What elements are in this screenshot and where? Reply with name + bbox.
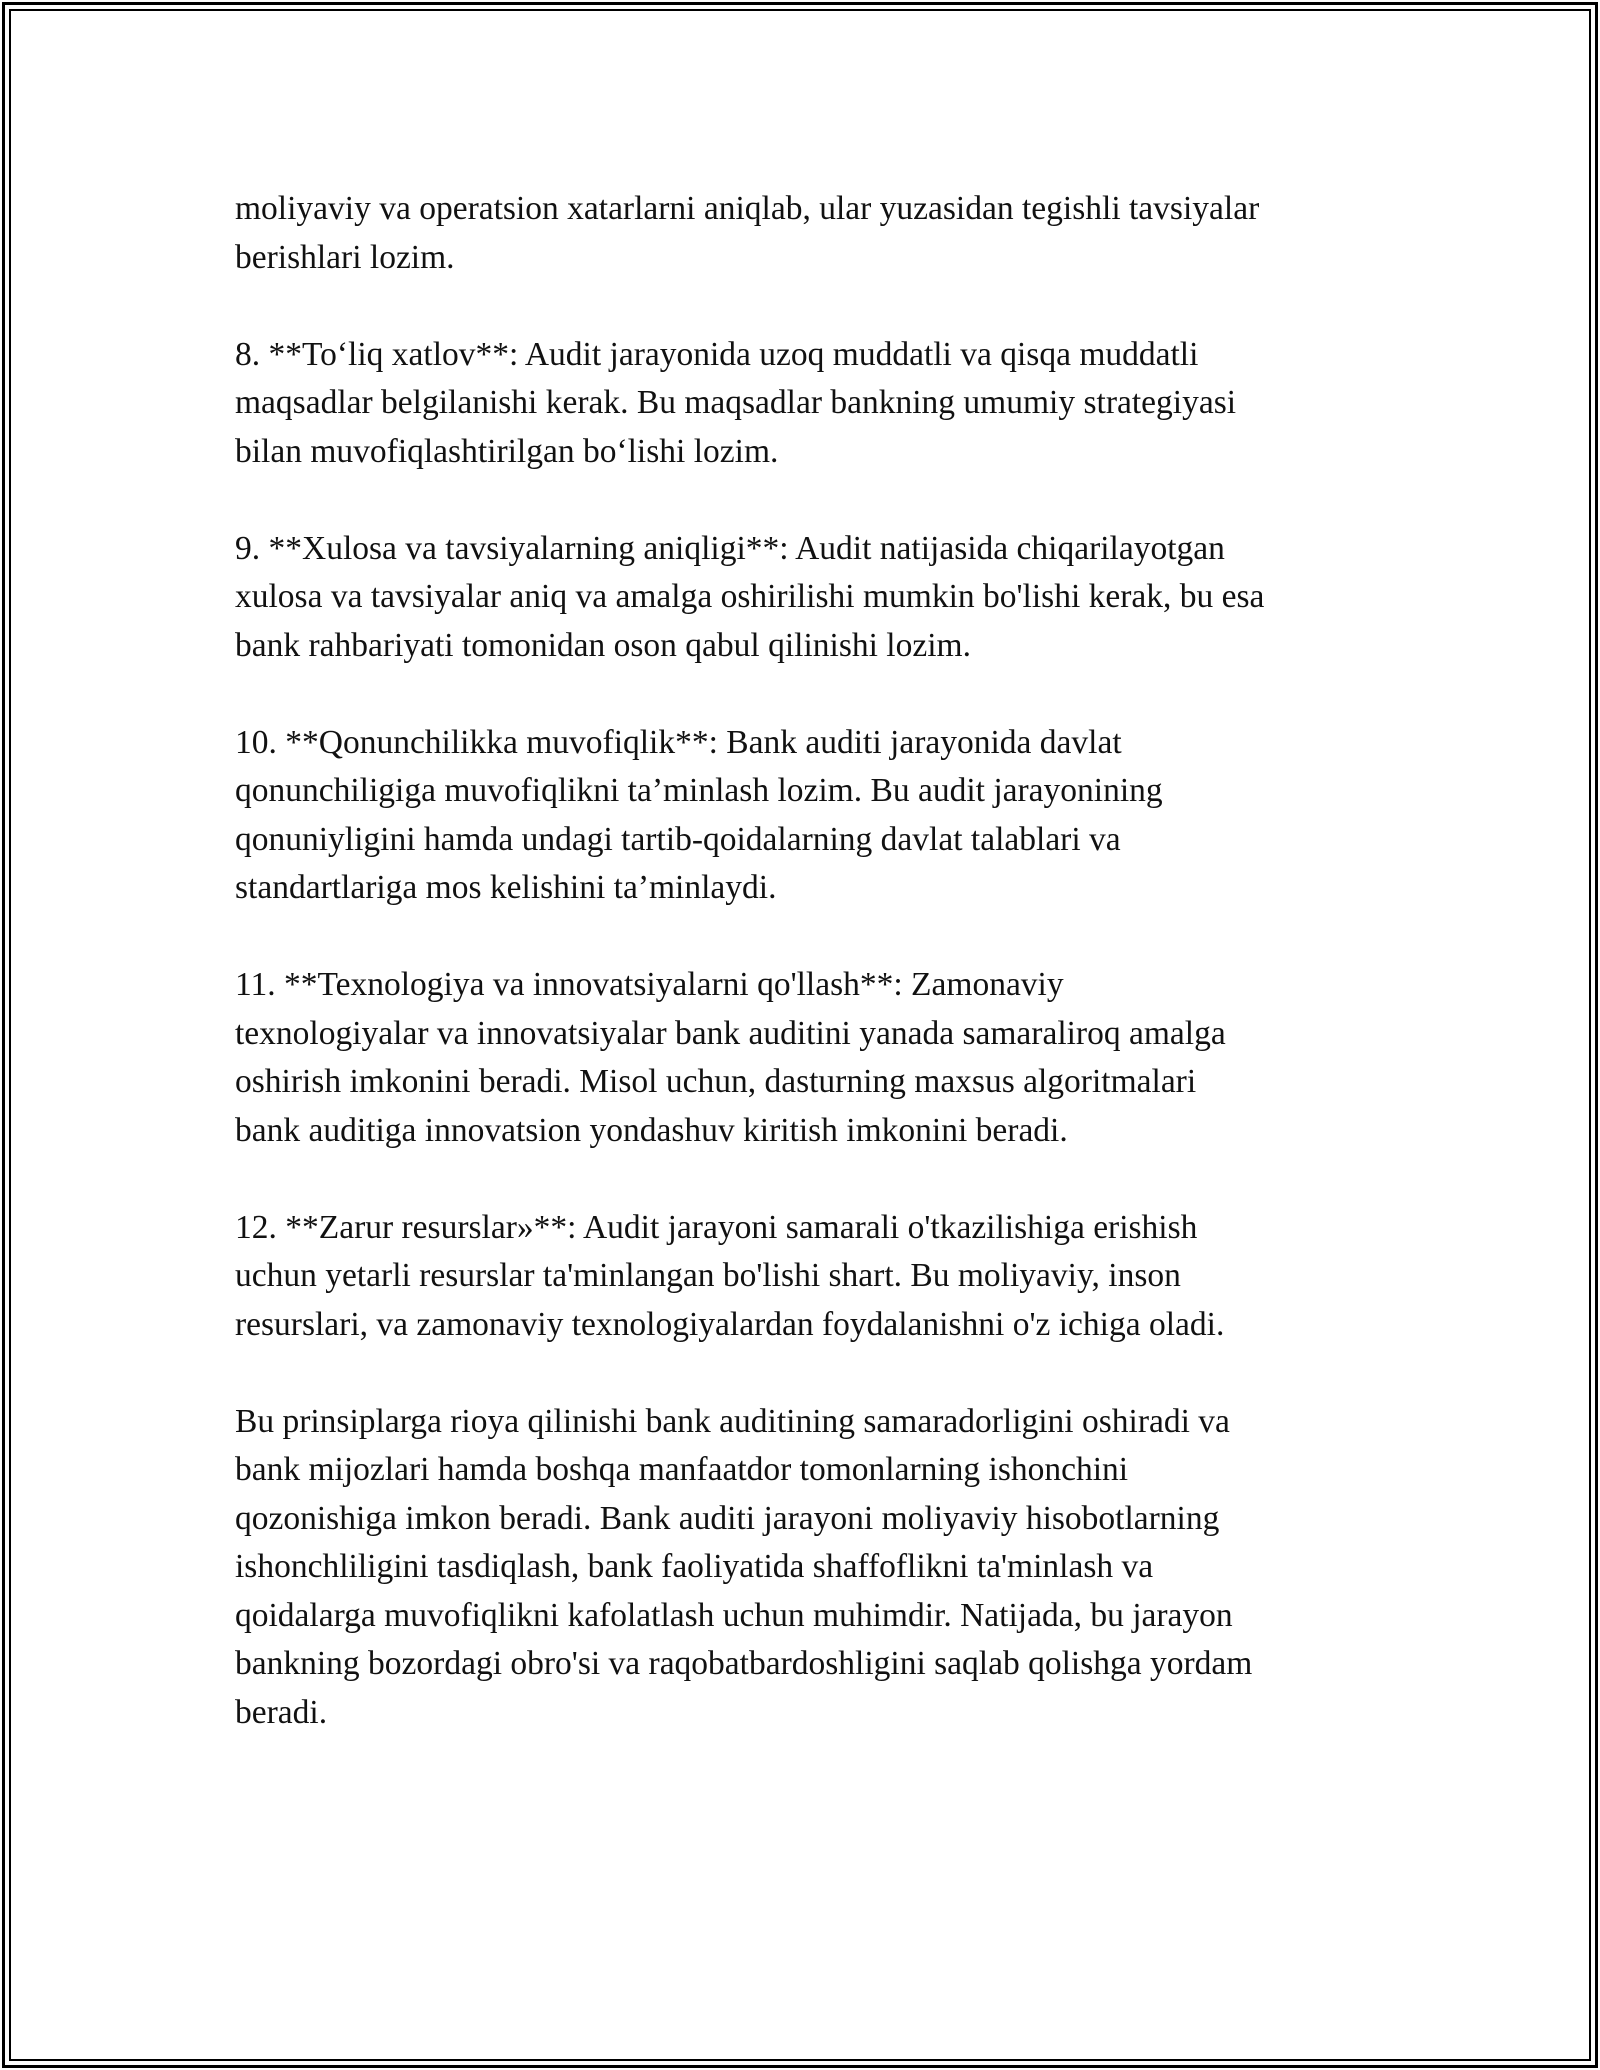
text-line: 10. **Qonunchilikka muvofiqlik**: Bank auditi jarayonida davlat <box>235 723 1122 761</box>
text-line: bank auditiga innovatsion yondashuv kiritish imkonini beradi. <box>235 1111 1068 1149</box>
text-line: Bu prinsiplarga rioya qilinishi bank auditining samaradorligini oshiradi va <box>235 1402 1230 1440</box>
paragraph-continuation <box>235 185 1395 282</box>
text-line: bankning bozordagi obro'si va raqobatbardoshligini saqlab qolishga yordam <box>235 1645 1253 1682</box>
text-line: 11. **Texnologiya va innovatsiyalarni qo'llash**: Zamonaviy <box>235 966 1064 1003</box>
paragraph-item-12 <box>235 1204 1395 1350</box>
text-line: 12. **Zarur resurslar»**: Audit jarayoni samarali o'tkazilishiga erishish <box>235 1208 1198 1246</box>
text-line: bilan muvofiqlashtirilgan bo‘lishi lozim. <box>235 432 779 470</box>
text-line: qonunchiligiga muvofiqlikni ta’minlash lozim. Bu audit jarayonining <box>235 772 1163 809</box>
paragraph-item-8 <box>235 331 1395 477</box>
paragraph-item-10 <box>235 719 1395 913</box>
text-line: bank rahbariyati tomonidan oson qabul qilinishi lozim. <box>235 626 971 664</box>
paragraph-item-9 <box>235 525 1395 671</box>
text-line: beradi. <box>235 1693 328 1731</box>
text-line: ishonchliligini tasdiqlash, bank faoliyatida shaffoflikni ta'minlash va <box>235 1548 1154 1585</box>
text-line: berishlari lozim. <box>235 238 455 276</box>
text-line: texnologiyalar va innovatsiyalar bank auditini yanada samaraliroq amalga <box>235 1014 1226 1052</box>
text-line: qozonishiga imkon beradi. Bank auditi jarayoni moliyaviy hisobotlarning <box>235 1499 1220 1537</box>
text-line: moliyaviy va operatsion xatarlarni aniqlab, ular yuzasidan tegishli tavsiyalar <box>235 190 1260 227</box>
paragraph-item-11 <box>235 961 1395 1155</box>
text-line: 9. **Xulosa va tavsiyalarning aniqligi**: Audit natijasida chiqarilayotgan <box>235 529 1225 567</box>
text-line: maqsadlar belgilanishi kerak. Bu maqsadlar bankning umumiy strategiyasi <box>235 384 1237 421</box>
text-line: standartlariga mos kelishini ta’minlaydi. <box>235 869 777 906</box>
text-line: oshirish imkonini beradi. Misol uchun, dasturning maxsus algoritmalari <box>235 1063 1197 1100</box>
text-line: qonuniyligini hamda undagi tartib-qoidalarning davlat talablari va <box>235 820 1121 858</box>
text-line: 8. **To‘liq xatlov**: Audit jarayonida uzoq muddatli va qisqa muddatli <box>235 335 1199 373</box>
text-line: xulosa va tavsiyalar aniq va amalga oshirilishi mumkin bo'lishi kerak, bu esa <box>235 578 1265 615</box>
document-body <box>235 185 1395 1786</box>
text-line: uchun yetarli resurslar ta'minlangan bo'lishi shart. Bu moliyaviy, inson <box>235 1257 1181 1294</box>
text-line: qoidalarga muvofiqlikni kafolatlash uchun muhimdir. Natijada, bu jarayon <box>235 1596 1233 1634</box>
text-line: resurslari, va zamonaviy texnologiyalardan foydalanishni o'z ichiga oladi. <box>235 1305 1225 1343</box>
text-line: bank mijozlari hamda boshqa manfaatdor tomonlarning ishonchini <box>235 1451 1129 1488</box>
paragraph-conclusion <box>235 1398 1395 1738</box>
